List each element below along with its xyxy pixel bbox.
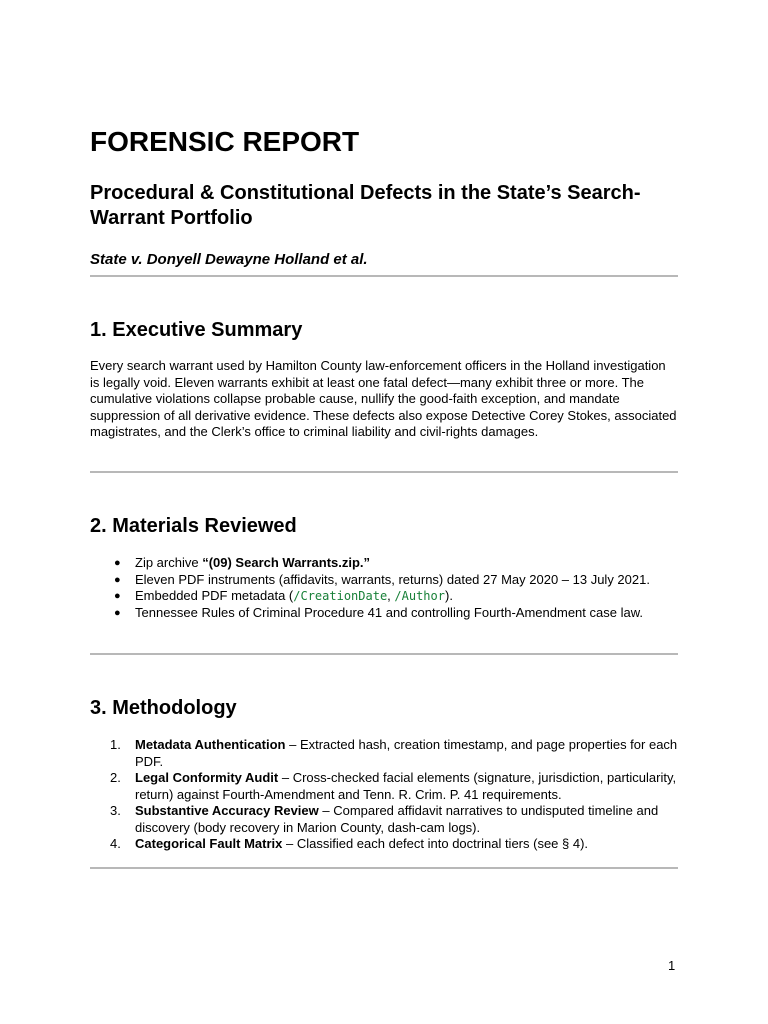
metadata-field-code: /CreationDate [293, 589, 388, 603]
list-item: 3. Substantive Accuracy Review – Compared affidavit narratives to undisputed timeline and discovery (body recovery in Marion County, dash-cam logs). [110, 803, 659, 835]
list-item: 4. Categorical Fault Matrix – Classified each defect into doctrinal tiers (see § 4). [110, 836, 589, 851]
list-item: ● Tennessee Rules of Criminal Procedure 41 and controlling Fourth-Amendment case law. [114, 604, 643, 620]
bullet-icon: ● [114, 606, 121, 619]
materials-reviewed-heading: 2. Materials Reviewed [90, 515, 297, 537]
list-item: 2. Legal Conformity Audit – Cross-checked facial elements (signature, jurisdiction, particularity, return) against Fourth-Amendment and Tenn. R. Crim. P. 41 requirements. [110, 770, 677, 802]
list-item: 1. Metadata Authentication – Extracted hash, creation timestamp, and page properties for each PDF. [110, 737, 678, 769]
bullet-icon: ● [114, 573, 121, 586]
list-item: ● Zip archive “(09) Search Warrants.zip.” [114, 555, 371, 570]
list-item: ● Embedded PDF metadata (/CreationDate, /Author). [114, 588, 453, 603]
bullet-icon: ● [114, 590, 121, 602]
section-divider [90, 867, 678, 869]
report-title: FORENSIC REPORT [90, 126, 360, 157]
section-divider [90, 275, 678, 277]
case-caption: State v. Donyell Dewayne Holland et al. [90, 251, 368, 268]
section-divider [90, 471, 678, 473]
executive-summary-heading: 1. Executive Summary [90, 319, 303, 341]
executive-summary-body: Every search warrant used by Hamilton County law-enforcement officers in the Holland investigation is legally void. Eleven warrants exhibit at least one fatal defect—many exhibit three or more. The cumulative violations collapse probable cause, nullify the good-faith exception, and mandate suppression of all derivative evidence. These defects also expose Detective Corey Stokes, associated magistrates, and the Clerk’s office to criminal liability and civil-rights damages. [90, 358, 677, 439]
methodology-heading: 3. Methodology [90, 697, 237, 719]
list-item: ● Eleven PDF instruments (affidavits, warrants, returns) dated 27 May 2020 – 13 July 2021. [114, 571, 650, 587]
report-subtitle: Procedural & Constitutional Defects in the State’s Search-Warrant Portfolio [90, 182, 641, 229]
section-divider [90, 653, 678, 655]
metadata-field-code: /Author [394, 589, 445, 603]
bullet-icon: ● [114, 557, 121, 569]
page-number: 1 [668, 958, 676, 973]
materials-list [90, 555, 678, 621]
methodology-list [90, 737, 678, 853]
